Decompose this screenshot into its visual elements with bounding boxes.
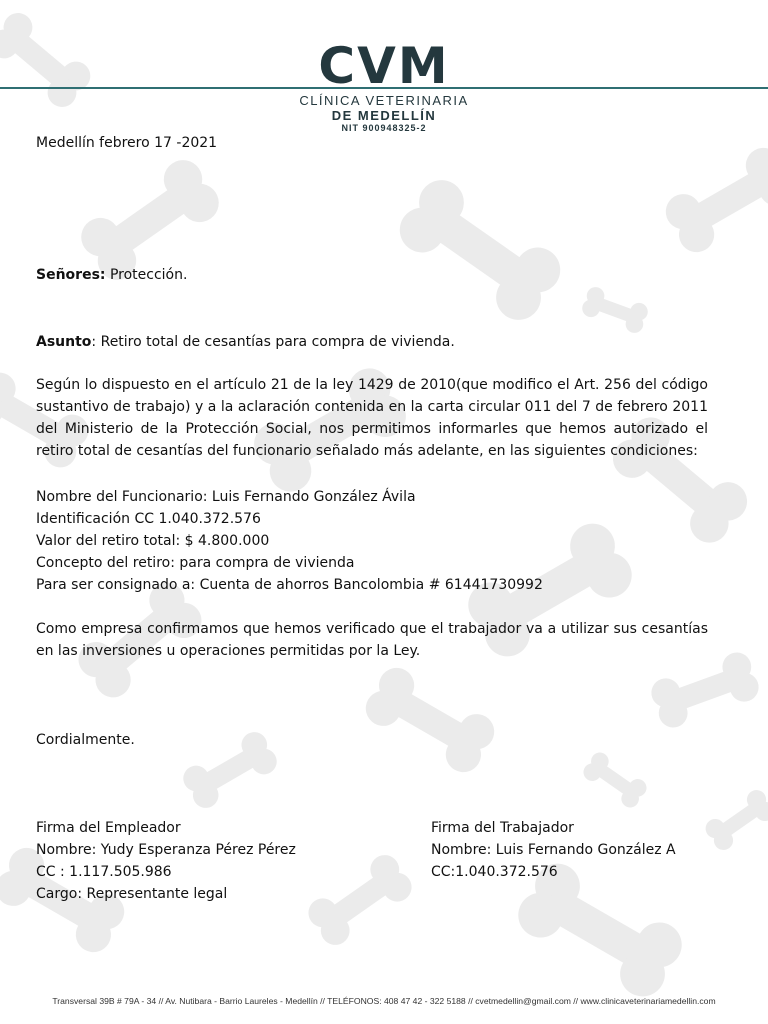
employer-name: Nombre: Yudy Esperanza Pérez Pérez: [36, 842, 296, 858]
employer-role: Cargo: Representante legal: [36, 886, 228, 902]
subject-label: Asunto: [36, 334, 92, 350]
bone-icon: [702, 786, 768, 853]
letter-date: Medellín febrero 17 -2021: [36, 135, 218, 151]
logo-mark: CVM: [318, 37, 450, 95]
addressee-line: [36, 264, 187, 286]
employer-signature-title: Firma del Empleador: [36, 820, 181, 836]
footer-contact-info: Transversal 39B # 79A - 34 // Av. Nutibara - Barrio Laureles - Medellín // TELÉFONOS: 408 47 42 - 322 5188 // cvetmedellin@gmail.com // www.clinicaveterinariamedellin.com: [52, 996, 716, 1006]
body-paragraph: Según lo dispuesto en el artículo 21 de la ley 1429 de 2010(que modifico el Art. 256 del código sustantivo de trabajo) y a la aclaración contenida en la carta circular 011 del 7 de febrero 2011 del Ministerio de la Protección Social, nos permitimos informarles que hemos autorizado el retiro total de cesantías del funcionario señalado más adelante, en las siguientes condiciones:: [36, 377, 708, 459]
bone-icon: [359, 661, 500, 778]
bone-icon: [391, 171, 569, 328]
logo-city: DE MEDELLÍN: [331, 108, 437, 123]
addressee-value: Protección.: [105, 267, 188, 283]
worker-name: Nombre: Luis Fernando González A: [431, 842, 676, 858]
logo-nit: NIT 900948325-2: [341, 123, 427, 133]
worker-signature-title: Firma del Trabajador: [431, 820, 574, 836]
bone-icon: [179, 727, 282, 812]
confirmation-paragraph: Como empresa confirmamos que hemos verificado que el trabajador va a utilizar sus cesantías en las inversiones u operaciones permitidas por la Ley.: [36, 621, 708, 659]
bone-icon: [580, 285, 650, 336]
subject-value: : Retiro total de cesantías para compra de vivienda.: [91, 334, 455, 350]
closing-salutation: Cordialmente.: [36, 732, 135, 748]
detail-identification: Identificación CC 1.040.372.576: [36, 511, 261, 527]
detail-employee-name: Nombre del Funcionario: Luis Fernando González Ávila: [36, 489, 416, 505]
logo-clinic-name: CLÍNICA VETERINARIA: [299, 93, 469, 108]
subject-line: [36, 331, 455, 353]
bone-icon: [0, 7, 96, 113]
detail-withdrawal-concept: Concepto del retiro: para compra de vivienda: [36, 555, 355, 571]
detail-deposit-account: Para ser consignado a: Cuenta de ahorros Bancolombia # 61441730992: [36, 577, 543, 593]
bone-icon: [303, 849, 417, 950]
bone-icon: [580, 749, 650, 811]
employer-id: CC : 1.117.505.986: [36, 864, 172, 880]
addressee-label: Señores:: [36, 267, 106, 283]
bone-icon: [659, 141, 768, 258]
detail-withdrawal-amount: Valor del retiro total: $ 4.800.000: [36, 533, 270, 549]
clinic-logo: [296, 37, 472, 140]
worker-id: CC:1.040.372.576: [431, 864, 558, 880]
